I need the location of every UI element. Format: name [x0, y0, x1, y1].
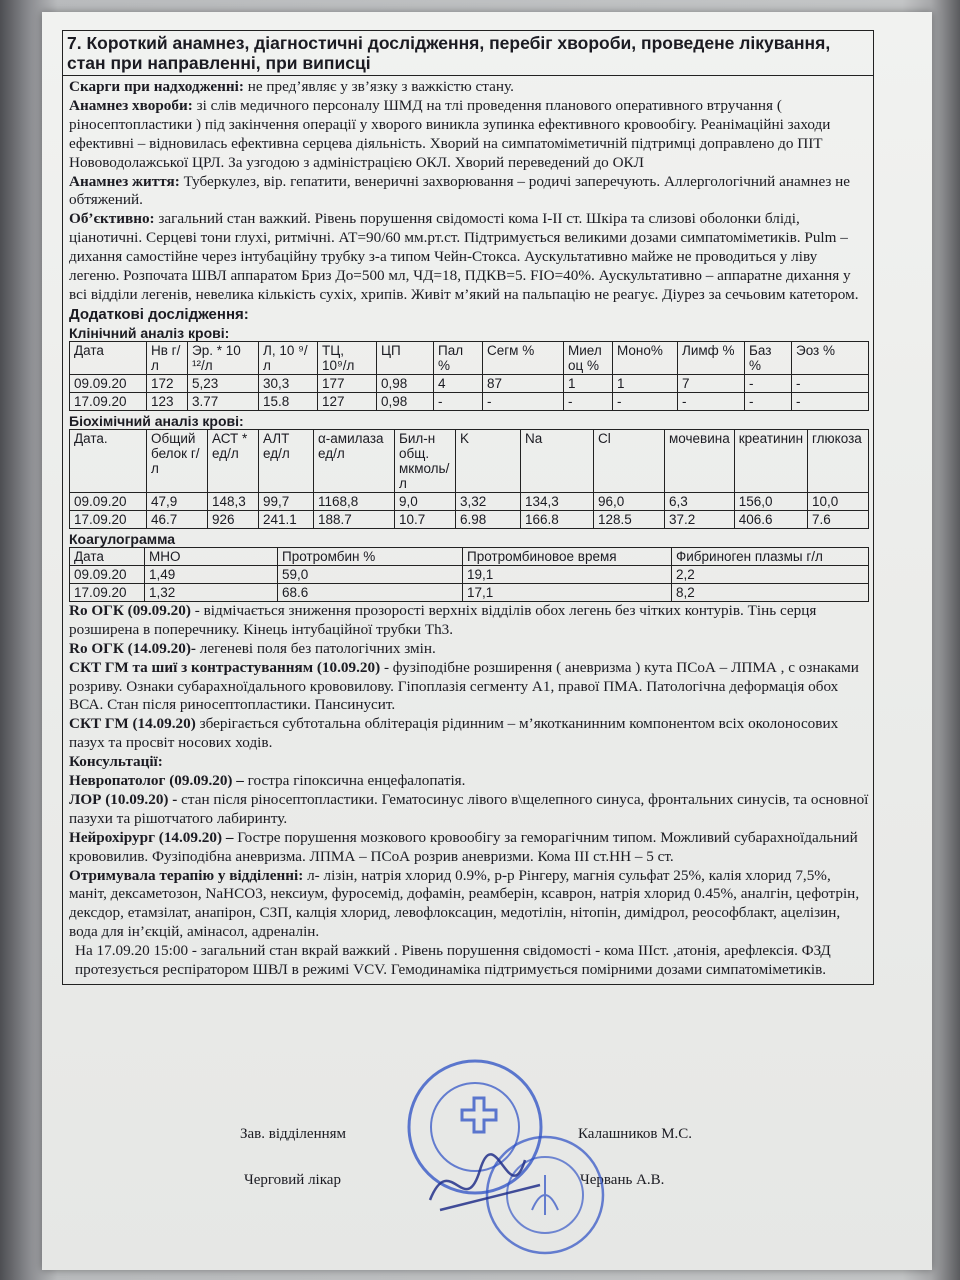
- bio-header: α-амилаза ед/л: [314, 429, 395, 492]
- bio-cell: 406.6: [734, 510, 807, 528]
- cbc-cell: 1: [564, 374, 613, 392]
- cbc-cell: 3.77: [188, 392, 259, 410]
- cbc-header: Пал %: [434, 341, 483, 374]
- coag-cell: 8,2: [672, 583, 869, 601]
- bio-cell: 37.2: [665, 510, 735, 528]
- cbc-header: Моно%: [613, 341, 678, 374]
- coag-cell: 59,0: [278, 565, 463, 583]
- signature-role: Зав. відділенням: [240, 1126, 347, 1142]
- cbc-cell: -: [613, 392, 678, 410]
- therapy: [69, 867, 869, 943]
- bio-header: Cl: [594, 429, 665, 492]
- cbc-title: Клінічний аналіз крові:: [69, 324, 230, 341]
- bio-cell: 10,0: [808, 492, 869, 510]
- coag-header: Протромбиновое время: [463, 547, 672, 565]
- bio-cell: 09.09.20: [70, 492, 147, 510]
- coag-header: Протромбин %: [278, 547, 463, 565]
- finding-label: СКТ ГМ та шиї з контрастуванням (10.09.20): [69, 658, 381, 676]
- finding-text: - відмічається зниження прозорості верхніх відділів обох легень без чітких контурів. Тінь серця розширена в поперечнику. Кінець інтубаційної трубки Th3.: [69, 601, 817, 638]
- finding-label: Ro ОГК (14.09.20)-: [69, 639, 196, 657]
- table-row: [70, 510, 869, 528]
- bio-header: Дата.: [70, 429, 147, 492]
- finding-text: - фузіподібне розширення ( аневризма ) кута ПСоА – ЛПМА , с ознаками розриву. Ознаки субарахноїдального крововилову. Гіпоплазія сегменту А1, правої ПМА. Патологічна деформація обох ВСА. Стан після риносептопластики. Пансинусит.: [69, 658, 859, 714]
- bio-header: глюкоза: [808, 429, 869, 492]
- coag-cell: 1,32: [145, 583, 278, 601]
- life-label: Анамнез життя:: [69, 172, 180, 190]
- bio-title: Біохімічний аналіз крові:: [69, 412, 244, 429]
- consult-label-text: Нейрохірург (14.09.20) –: [69, 828, 234, 846]
- coag-cell: 68.6: [278, 583, 463, 601]
- cbc-cell: 87: [483, 374, 564, 392]
- cbc-header: Баз %: [745, 341, 792, 374]
- bio-cell: 47,9: [147, 492, 208, 510]
- bio-cell: 6,3: [665, 492, 735, 510]
- cbc-cell: 0,98: [377, 392, 434, 410]
- bio-cell: 926: [208, 510, 259, 528]
- coag-cell: 19,1: [463, 565, 672, 583]
- consult-label: [69, 753, 869, 772]
- coag-cell: 1,49: [145, 565, 278, 583]
- bio-cell: 166.8: [521, 510, 594, 528]
- table-row: [70, 392, 869, 410]
- signature-role: Черговий лікар: [244, 1172, 341, 1188]
- cbc-header: Эр. * 10 ¹²/л: [188, 341, 259, 374]
- bio-cell: 128.5: [594, 510, 665, 528]
- cbc-cell: 7: [678, 374, 745, 392]
- life-history: [69, 173, 869, 211]
- cbc-table: [69, 341, 869, 411]
- cbc-cell: 0,98: [377, 374, 434, 392]
- finding-ct-2: [69, 715, 869, 753]
- cbc-cell: 127: [318, 392, 377, 410]
- bio-cell: 7.6: [808, 510, 869, 528]
- bio-header: Na: [521, 429, 594, 492]
- signature-name: Калашников М.С.: [578, 1126, 693, 1142]
- coag-header-row: [70, 547, 869, 565]
- consult-lor: [69, 791, 869, 829]
- coag-header: Фибриноген плазмы г/л: [672, 547, 869, 565]
- cbc-cell: -: [745, 374, 792, 392]
- cbc-header: Дата: [70, 341, 147, 374]
- therapy-text: л- лізін, натрія хлорид 0.9%, р-р Рінгеру, магнія сульфат 25%, калія хлорид 7,5%, маніт, дексаметозон, NaHCO3, нексиум, фуросемід, дофамін, реамберін, ксаврон, натрія хлорид 0.45%, аналгін, цефотрін, дексдор, етамзілат, анапірон, СЗП, калція хлорид, левофлоксацин, медотілін, нітопін, димідрол, реософблакт, ацелізин, вода для ін’єкцій, амінасол, адреналін.: [69, 866, 860, 941]
- bio-cell: 3,32: [456, 492, 521, 510]
- cbc-cell: -: [745, 392, 792, 410]
- cbc-cell: 15.8: [259, 392, 318, 410]
- bio-header: Общий белок г/л: [147, 429, 208, 492]
- cbc-header: Эоз %: [792, 341, 869, 374]
- complaints-text: не пред’являє у зв’язку з важкістю стану.: [247, 78, 514, 95]
- signature-name: Червань А.В.: [580, 1172, 665, 1188]
- finding-label: Ro ОГК (09.09.20): [69, 601, 191, 619]
- medical-document: [62, 30, 874, 985]
- bio-header: Бил-н общ. мкмоль/л: [395, 429, 456, 492]
- cbc-cell: 172: [147, 374, 188, 392]
- bio-cell: 1168,8: [314, 492, 395, 510]
- bio-cell: 241.1: [259, 510, 314, 528]
- bio-cell: 188.7: [314, 510, 395, 528]
- finding-label: СКТ ГМ (14.09.20): [69, 715, 196, 733]
- bio-header: креатинин: [734, 429, 807, 492]
- consult-neurosurgeon: [69, 829, 869, 867]
- life-text: Туберкулез, вір. гепатити, венеричні захворювання – родичі заперечують. Аллергологічний анамнез не обтяжений.: [69, 172, 851, 209]
- consult-text: стан після ріносептопластики. Гематосинус лівого в\щелепного синуса, фронтальних синусів, та основної пазухи та рішотчатого лабиринту.: [69, 790, 869, 827]
- bio-cell: 10.7: [395, 510, 456, 528]
- cbc-cell: 1: [613, 374, 678, 392]
- cbc-cell: 5,23: [188, 374, 259, 392]
- cbc-cell: 4: [434, 374, 483, 392]
- bio-cell: 99,7: [259, 492, 314, 510]
- bio-cell: 9,0: [395, 492, 456, 510]
- table-row: [70, 492, 869, 510]
- handwritten-signature: [420, 1140, 550, 1220]
- cbc-header: Сегм %: [483, 341, 564, 374]
- complaints: [69, 78, 869, 97]
- coag-cell: 2,2: [672, 565, 869, 583]
- bio-cell: 156,0: [734, 492, 807, 510]
- coag-cell: 17,1: [463, 583, 672, 601]
- table-row: [70, 565, 869, 583]
- section-title: 7. Короткий анамнез, діагностичні дослідження, перебіг хвороби, проведене лікування, стан при направленні, при виписці: [62, 30, 874, 75]
- bio-header: мочевина: [665, 429, 735, 492]
- cbc-cell: 30,3: [259, 374, 318, 392]
- consult-text: Гостре порушення мозкового кровообігу за геморагічним типом. Можливий субарахноїдальний крововилив. Фузіподібна аневризма. ЛПМА – ПСоА розрив аневризми. Кома ІІІ ст.НН – 5 ст.: [69, 828, 858, 865]
- cbc-header: ЦП: [377, 341, 434, 374]
- history-label: Анамнез хвороби:: [69, 96, 193, 114]
- cbc-header: Миел оц %: [564, 341, 613, 374]
- consult-label-text: Невропатолог (09.09.20) –: [69, 772, 244, 790]
- final-state: На 17.09.20 15:00 - загальний стан вкрай важкий . Рівень порушення свідомості - кома ІІІст. ,атонія, арефлексія. ФЗД протезується респіратором ШВЛ в режимі VCV. Гемодинаміка підтримується помірними дозами симпатоміметиків.: [75, 942, 831, 979]
- finding-ct-1: [69, 659, 869, 716]
- table-row: [70, 374, 869, 392]
- cbc-header: Лимф %: [678, 341, 745, 374]
- coag-cell: 09.09.20: [70, 565, 145, 583]
- cbc-cell: -: [792, 392, 869, 410]
- objective-text: загальний стан важкий. Рівень порушення свідомості кома І-ІІ ст. Шкіра та слизові оболонки бліді, ціанотичні. Серцеві тони глухі, ритмічні. АТ=90/60 мм.рт.ст. Підтримується великими дозами симпатоміметиків. Pulm – дихання самостійне через інтубаційну трубку з-а типом Чейн-Стокса. Аускультативно майже не проводиться у ліву легеню. Розпочата ШВЛ аппаратом Бриз До=500 мл, ЧД=18, ПДКВ=5. FIO=40%. Аускультативно – аппаратне дихання у всі відділи легенів, невелика кількість сухіх, хрипів. Живіт м’який на пальпацію не реагує. Діурез за сечьовим катетором.: [69, 210, 859, 303]
- consult-neuro: [69, 772, 869, 791]
- cbc-cell: -: [483, 392, 564, 410]
- cbc-cell: 177: [318, 374, 377, 392]
- cbc-cell: -: [678, 392, 745, 410]
- bio-header-row: [70, 429, 869, 492]
- finding-ro-ogk-2: [69, 640, 869, 659]
- coag-header: Дата: [70, 547, 145, 565]
- cbc-header: Нв г/л: [147, 341, 188, 374]
- consult-text: гостра гіпоксична енцефалопатія.: [247, 772, 466, 790]
- bio-cell: 148,3: [208, 492, 259, 510]
- bio-table: [69, 429, 869, 529]
- cbc-header: ТЦ, 10⁹/л: [318, 341, 377, 374]
- cbc-header-row: [70, 341, 869, 374]
- bio-cell: 17.09.20: [70, 510, 147, 528]
- table-row: [70, 583, 869, 601]
- bio-header: АЛТ ед/л: [259, 429, 314, 492]
- disease-history: [69, 97, 869, 173]
- bio-header: АСТ * ед/л: [208, 429, 259, 492]
- history-text: зі слів медичного персоналу ШМД на тлі проведення планового оперативного втручання ( ріносептопластики ) під закінчення операції у хворого виникла зупинка ефективного кровообігу. Реанімаційні заходи ефективні – відновилась ефективна серцева діяльність. Хворий на симпатоміметичній підтримці доправлено до ПІТ Нововодолажської ЦРЛ. За узгодою з адміністрацією ОКЛ. Хворий переведений до ОКЛ: [69, 96, 831, 171]
- coag-header: МНО: [145, 547, 278, 565]
- finding-text: легеневі поля без патологічних змін.: [199, 639, 436, 657]
- objective-exam: [69, 210, 869, 305]
- bio-header: K: [456, 429, 521, 492]
- consult-heading: Консультації:: [69, 753, 163, 771]
- cbc-cell: 17.09.20: [70, 392, 147, 410]
- cbc-cell: 09.09.20: [70, 374, 147, 392]
- bio-cell: 96,0: [594, 492, 665, 510]
- therapy-label: Отримувала терапію у відділенні:: [69, 866, 304, 884]
- bio-cell: 134,3: [521, 492, 594, 510]
- finding-ro-ogk-1: [69, 602, 869, 640]
- coag-title: Коагулограмма: [69, 530, 176, 547]
- cbc-cell: -: [792, 374, 869, 392]
- cbc-header: Л, 10 ⁹/л: [259, 341, 318, 374]
- cbc-cell: 123: [147, 392, 188, 410]
- additional-label: Додаткові дослідження:: [69, 305, 249, 323]
- coag-cell: 17.09.20: [70, 583, 145, 601]
- cbc-cell: -: [434, 392, 483, 410]
- bio-cell: 6.98: [456, 510, 521, 528]
- objective-label: Об’єктивно:: [69, 210, 155, 228]
- finding-text: зберігається субтотальна облітерація рідинним – м’якотканинним компонентом всіх околоносових пазух та просвіт носових ходів.: [69, 715, 839, 752]
- coag-table: [69, 547, 869, 602]
- consult-label-text: ЛОР (10.09.20) -: [69, 790, 178, 808]
- bio-cell: 46.7: [147, 510, 208, 528]
- complaints-label: Скарги при надходженні:: [69, 78, 244, 95]
- cbc-cell: -: [564, 392, 613, 410]
- section-body: [62, 75, 874, 985]
